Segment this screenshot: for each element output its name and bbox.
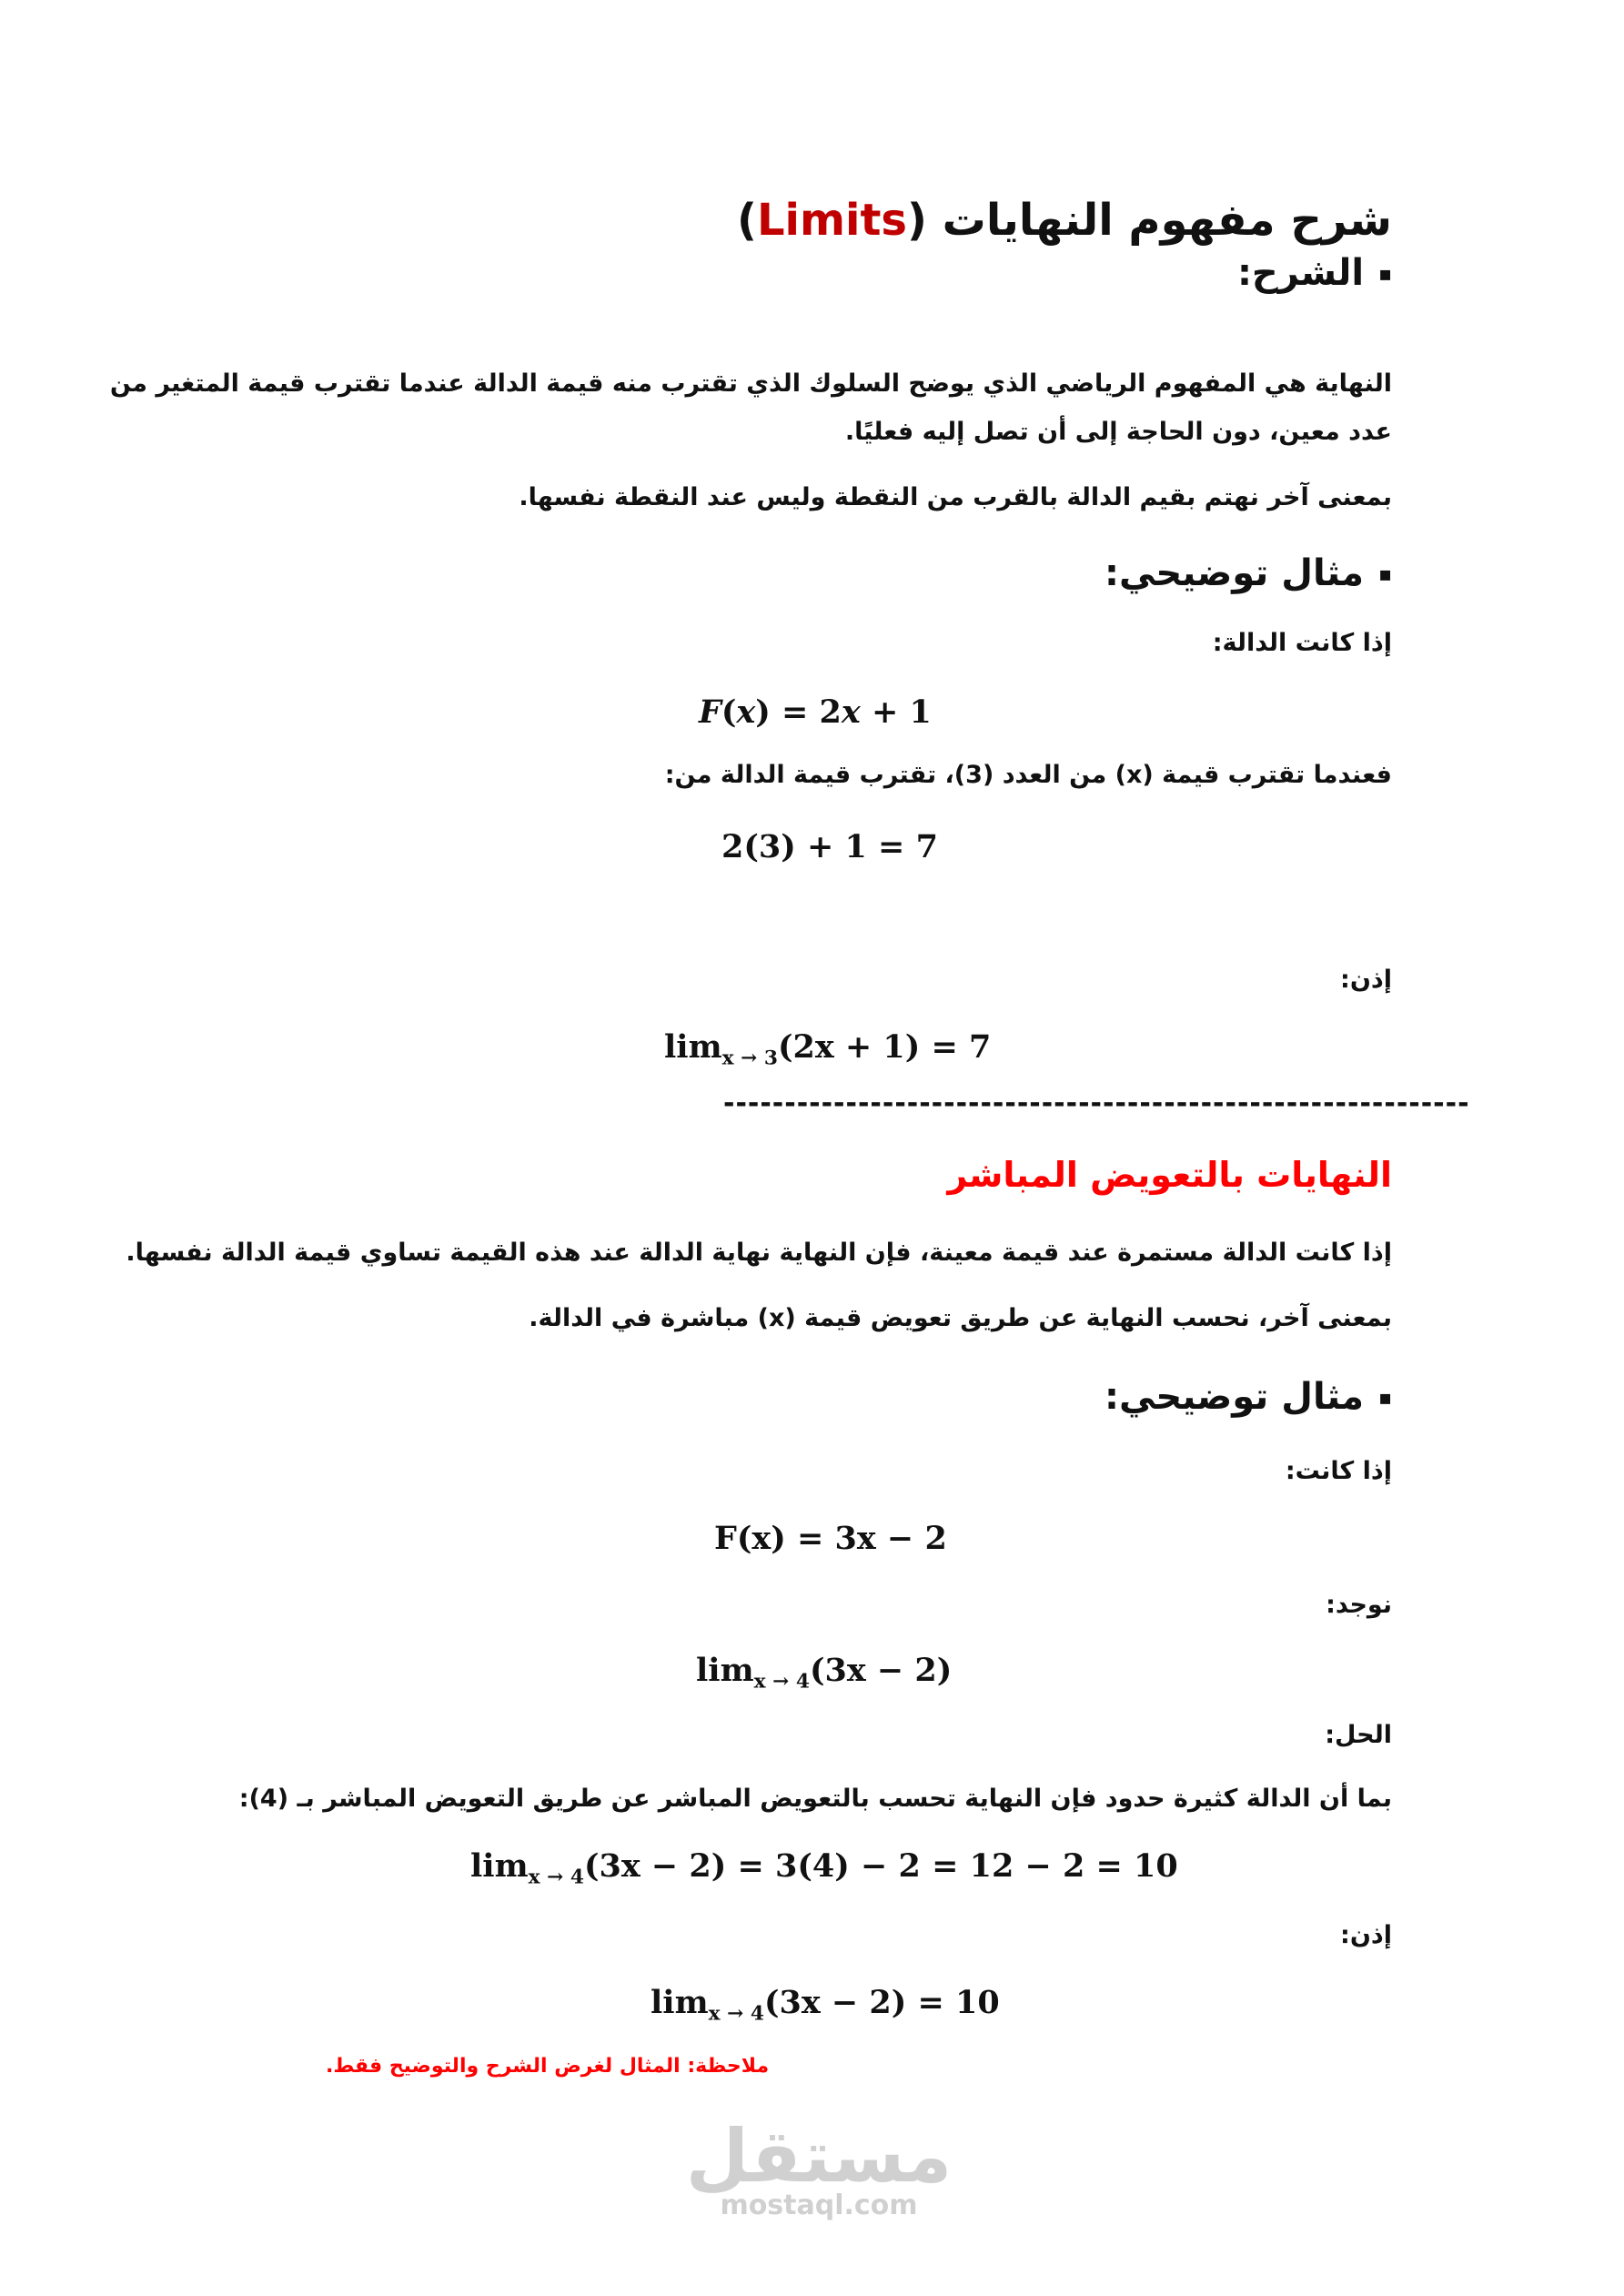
example2-function: F(x) = 3x − 2 — [714, 1520, 947, 1557]
lim-expression: (3x − 2) — [809, 1652, 953, 1689]
page-title — [737, 193, 1392, 248]
function-var: x — [736, 693, 756, 731]
example1-calc: 2(3) + 1 = 7 — [721, 828, 938, 865]
example2-reason: بما أن الدالة كثيرة حدود فإن النهاية تحسب بالتعويض المباشر عن طريق التعويض المباشر بـ (4): — [238, 1785, 1392, 1813]
bullet-icon: ▪ — [1378, 563, 1392, 587]
explanation-line-1: النهاية هي المفهوم الرياضي الذي يوضح السلوك الذي تقترب منه قيمة الدالة عندما تقترب قيمة المتغير من — [109, 369, 1392, 398]
lim-expression: (3x − 2) = 3(4) − 2 = 12 − 2 = 10 — [583, 1847, 1178, 1885]
bullet-icon: ▪ — [1378, 1387, 1392, 1411]
watermark-logo — [682, 2114, 955, 2221]
lim-label: lim — [696, 1652, 754, 1689]
watermark-mark: مستقل — [685, 2114, 953, 2199]
example2-if-was: إذا كانت: — [1285, 1457, 1392, 1485]
function-coef: 2 — [808, 693, 842, 731]
example2-result — [651, 1984, 1000, 2026]
example1-approach-text: فعندما تقترب قيمة (x) من العدد (3)، تقترب قيمة الدالة من: — [664, 761, 1392, 789]
lim-label: lim — [470, 1847, 529, 1885]
note-text: ملاحظة: المثال لغرض الشرح والتوضيح فقط. — [326, 2055, 770, 2078]
bullet-icon: ▪ — [1378, 263, 1392, 287]
explanation-heading — [1237, 250, 1392, 296]
example2-limit-question — [696, 1652, 953, 1694]
function-var-2: x — [841, 693, 861, 731]
example2-calc — [470, 1847, 1178, 1889]
example2-solution: الحل: — [1325, 1721, 1392, 1749]
explanation-line-3: بمعنى آخر نهتم بقيم الدالة بالقرب من النقطة وليس عند النقطة نفسها. — [519, 483, 1392, 511]
example2-heading-text: مثال توضيحي: — [1104, 1376, 1365, 1418]
lim-label: lim — [664, 1028, 722, 1066]
example2-then: إذن: — [1340, 1921, 1392, 1949]
explanation-heading-text: الشرح: — [1236, 252, 1365, 294]
lim-subscript: x → 4 — [708, 2002, 764, 2026]
explanation-line-2: عدد معين، دون الحاجة إلى أن تصل إليه فعليًا. — [844, 418, 1392, 446]
section-title-direct: النهايات بالتعويض المباشر — [947, 1155, 1392, 1195]
example1-if-function: إذا كانت الدالة: — [1212, 629, 1392, 657]
direct-line-2: بمعنى آخر، نحسب النهاية عن طريق تعويض قيمة (x) مباشرة في الدالة. — [529, 1304, 1392, 1332]
separator-line: ------------------------------------------------------------- — [723, 1087, 1470, 1119]
example1-limit — [664, 1028, 992, 1070]
example2-heading — [1105, 1374, 1392, 1420]
lim-label: lim — [651, 1984, 709, 2021]
lim-subscript: x → 4 — [528, 1866, 584, 1889]
function-const: + 1 — [860, 693, 932, 731]
title-suffix: ) — [737, 195, 757, 246]
lim-subscript: x → 3 — [721, 1047, 778, 1070]
lim-expression: (3x − 2) = 10 — [763, 1984, 1000, 2021]
watermark-url: mostaql.com — [720, 2190, 918, 2221]
title-prefix: شرح مفهوم النهايات ( — [906, 195, 1392, 246]
example1-heading — [1105, 551, 1392, 596]
function-name: F — [699, 693, 721, 731]
example1-then: إذن: — [1340, 966, 1392, 994]
lim-subscript: x → 4 — [753, 1670, 810, 1694]
example2-find: نوجد: — [1326, 1591, 1392, 1619]
title-keyword: Limits — [756, 195, 907, 246]
example1-function: F(x) = 2x + 1 — [699, 693, 932, 731]
lim-expression: (2x + 1) = 7 — [777, 1028, 992, 1066]
example1-heading-text: مثال توضيحي: — [1104, 552, 1365, 594]
direct-line-1: إذا كانت الدالة مستمرة عند قيمة معينة، فإن النهاية نهاية الدالة عند هذه القيمة تساوي قيمة الدالة نفسها. — [126, 1239, 1392, 1267]
